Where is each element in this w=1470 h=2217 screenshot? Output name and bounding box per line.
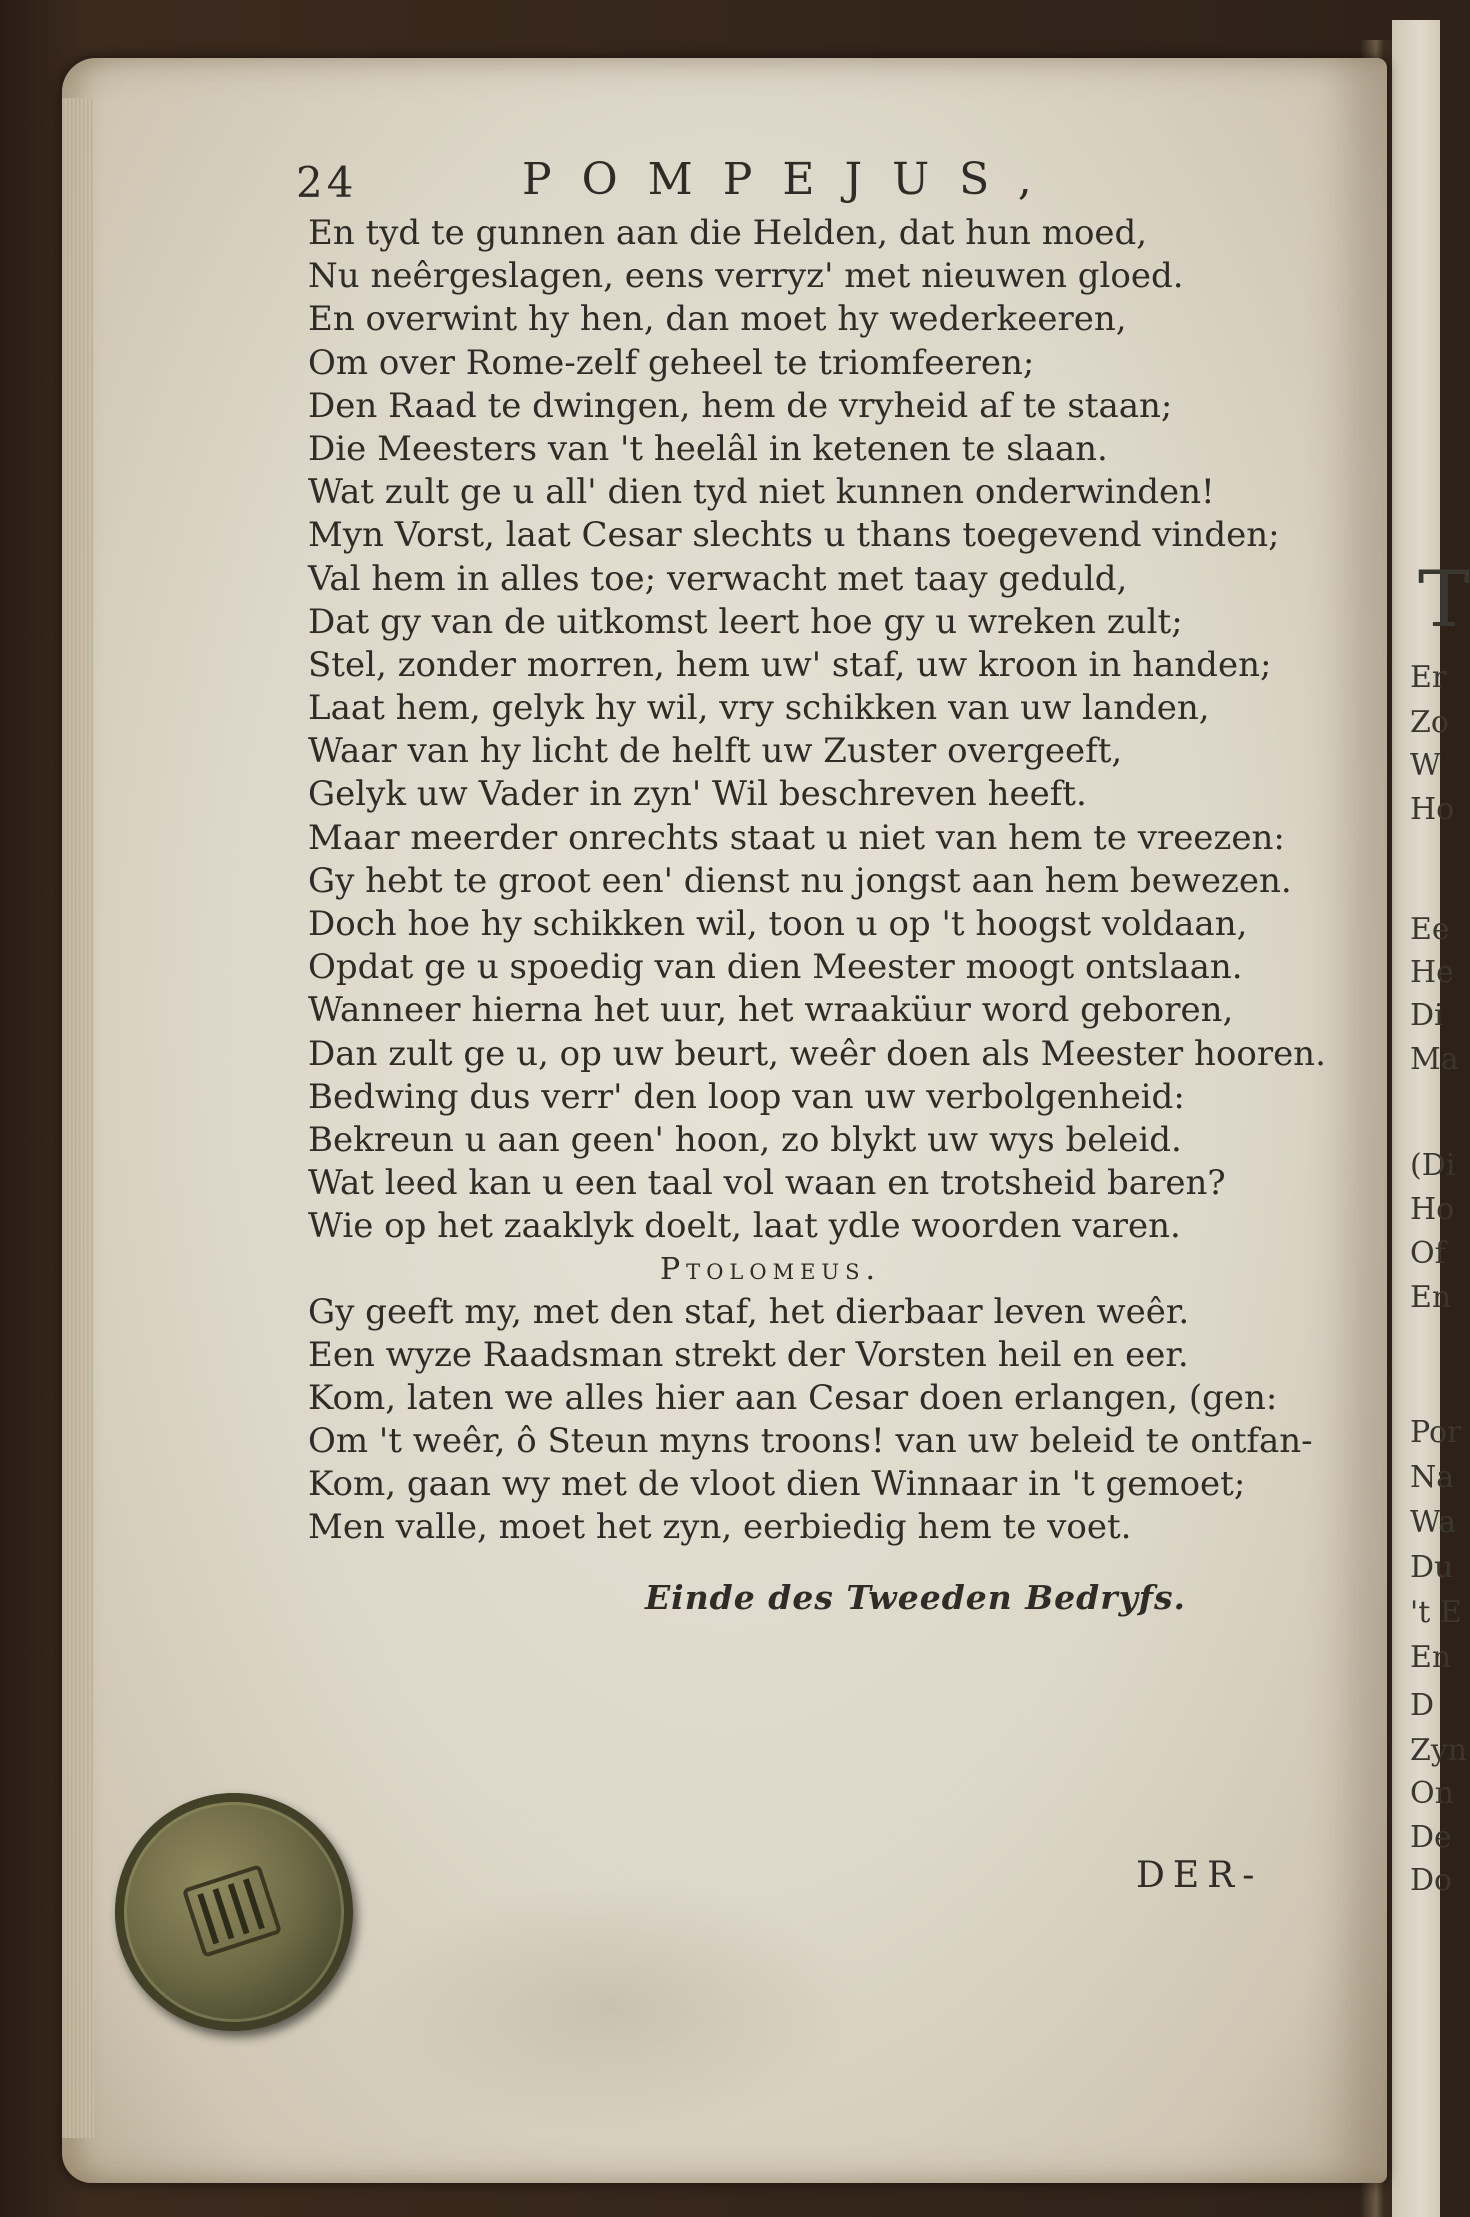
- verse-line: Wat leed kan u een taal vol waan en trotsheid baren?: [308, 1163, 1226, 1204]
- right-page-line-fragment: He: [1410, 955, 1454, 990]
- right-page-line-fragment: Zyn: [1410, 1733, 1468, 1768]
- running-title: POMPEJUS,: [522, 154, 1062, 205]
- right-page-line-fragment: On: [1410, 1776, 1454, 1811]
- right-page-line-fragment: Ma: [1410, 1042, 1459, 1077]
- right-page-line-fragment: Ee: [1410, 912, 1450, 947]
- act-end-note: Einde des Tweeden Bedryfs.: [645, 1577, 1187, 1617]
- verse-line: Maar meerder onrechts staat u niet van hem te vreezen:: [308, 817, 1285, 858]
- right-page-line-fragment: Ho: [1410, 792, 1455, 827]
- verse-line: Gelyk uw Vader in zyn' Wil beschreven heeft.: [308, 774, 1087, 815]
- verse-list-after: [250, 1291, 1350, 1550]
- speaker-heading: Ptolomeus.: [660, 1251, 882, 1287]
- right-page-line-fragment: Er: [1410, 660, 1447, 695]
- verse-line: Myn Vorst, laat Cesar slechts u thans toegevend vinden;: [308, 515, 1280, 556]
- right-page-line-fragment: En: [1410, 1280, 1452, 1315]
- verse-line: Men valle, moet het zyn, eerbiedig hem te voet.: [308, 1507, 1132, 1548]
- right-page-line-fragment: De: [1410, 1820, 1452, 1855]
- verse-line: Gy hebt te groot een' dienst nu jongst aan hem bewezen.: [308, 860, 1292, 901]
- verse-line: Waar van hy licht de helft uw Zuster overgeeft,: [308, 731, 1123, 772]
- right-page-line-fragment: Por: [1410, 1415, 1462, 1450]
- page-number: 24: [296, 158, 358, 207]
- verse-line: Kom, gaan wy met de vloot dien Winnaar in 't gemoet;: [308, 1464, 1246, 1505]
- verse-line: Bekreun u aan geen' hoon, zo blykt uw wys beleid.: [308, 1119, 1182, 1160]
- verse-line: En tyd te gunnen aan die Helden, dat hun moed,: [308, 213, 1148, 253]
- right-page-line-fragment: D: [1410, 1688, 1435, 1723]
- verse-line: Nu neêrgeslagen, eens verryz' met nieuwen gloed.: [308, 256, 1184, 297]
- right-page-line-fragment: Do: [1410, 1863, 1453, 1898]
- right-page-line-fragment: Du: [1410, 1550, 1454, 1585]
- running-head: [250, 150, 1350, 212]
- verse-line: Stel, zonder morren, hem uw' staf, uw kroon in handen;: [308, 644, 1272, 685]
- right-page-drop-letter: T: [1418, 555, 1470, 645]
- right-page-line-fragment: W: [1410, 748, 1441, 783]
- right-page-line-fragment: Ho: [1410, 1192, 1455, 1227]
- verse-line: Val hem in alles toe; verwacht met taay geduld,: [308, 558, 1128, 599]
- verse-line: Gy geeft my, met den staf, het dierbaar leven weêr.: [308, 1291, 1190, 1332]
- catchword: DER-: [1136, 1855, 1263, 1896]
- verse-line: Wanneer hierna het uur, het wraaküur word geboren,: [308, 990, 1234, 1031]
- right-page-line-fragment: Zo: [1410, 705, 1449, 740]
- verse-line: Bedwing dus verr' den loop van uw verbolgenheid:: [308, 1076, 1185, 1117]
- verse-line: Om over Rome-zelf geheel te triomfeeren;: [308, 342, 1035, 383]
- verse-list-before: [250, 212, 1350, 1249]
- verse-line: Doch hoe hy schikken wil, toon u op 't hoogst voldaan,: [308, 904, 1248, 944]
- right-page-line-fragment: En: [1410, 1640, 1452, 1675]
- page-edge-stack: [62, 98, 94, 2138]
- right-page-line-fragment: Di: [1410, 998, 1444, 1033]
- verse-line: Opdat ge u spoedig van dien Meester moogt ontslaan.: [308, 947, 1243, 988]
- verse-line: Wie op het zaaklyk doelt, laat ydle woorden varen.: [308, 1206, 1181, 1247]
- verse-line: Om 't weêr, ô Steun myns troons! van uw beleid te ontfan-: [308, 1421, 1313, 1462]
- coin-relief-icon: [179, 1860, 286, 1963]
- verse-line: Die Meesters van 't heelâl in ketenen te slaan.: [308, 428, 1108, 469]
- coin: [115, 1793, 353, 2031]
- verse-line: Een wyze Raadsman strekt der Vorsten heil en eer.: [308, 1334, 1189, 1375]
- page-stain: [362, 1878, 862, 2138]
- right-page-line-fragment: 't E: [1410, 1595, 1462, 1630]
- page-text: [250, 150, 1350, 1617]
- verse-line: Dan zult ge u, op uw beurt, weêr doen als Meester hooren.: [308, 1033, 1326, 1074]
- verse-line: Den Raad te dwingen, hem de vryheid af te staan;: [308, 385, 1173, 426]
- verse-line: Laat hem, gelyk hy wil, vry schikken van uw landen,: [308, 688, 1210, 729]
- right-page-line-fragment: (Di: [1410, 1148, 1456, 1183]
- verse-line: Wat zult ge u all' dien tyd niet kunnen onderwinden!: [308, 472, 1215, 513]
- right-page-line-fragment: Na: [1410, 1460, 1455, 1495]
- verse-line: Kom, laten we alles hier aan Cesar doen erlangen, (gen:: [308, 1377, 1278, 1418]
- verse-line: Dat gy van de uitkomst leert hoe gy u wreken zult;: [308, 601, 1183, 642]
- right-page-line-fragment: Wa: [1410, 1505, 1457, 1540]
- right-page-line-fragment: Of: [1410, 1236, 1446, 1271]
- right-page-fragment: [1392, 20, 1470, 2217]
- verse-line: En overwint hy hen, dan moet hy wederkeeren,: [308, 299, 1127, 340]
